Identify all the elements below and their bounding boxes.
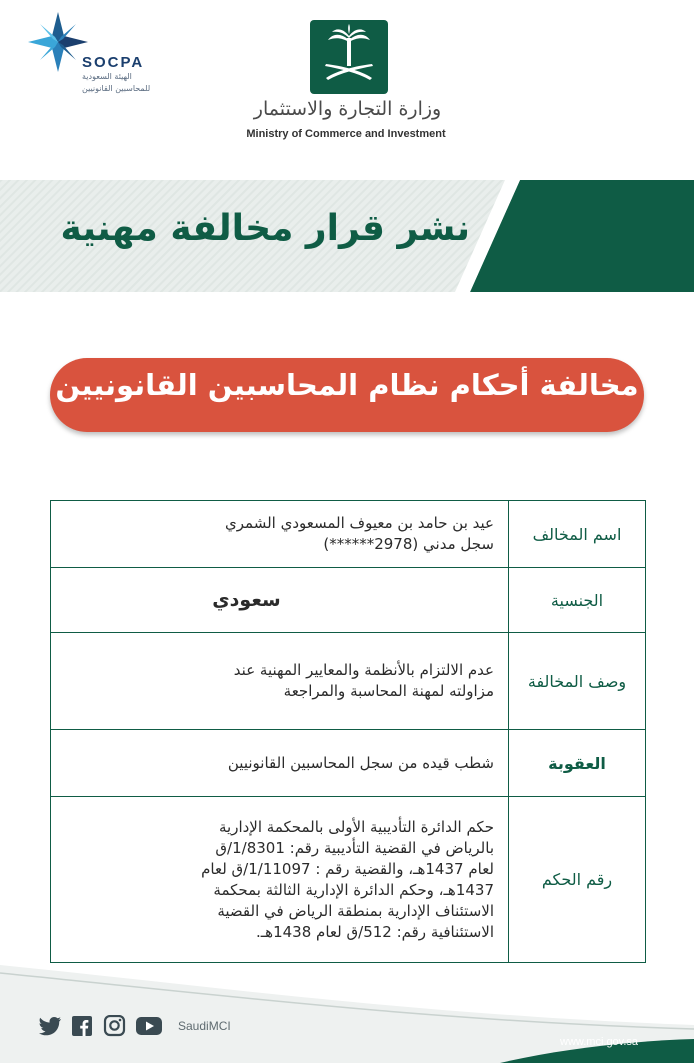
footer-curve [0,965,694,1063]
socpa-name: SOCPA [82,54,145,71]
twitter-icon[interactable] [38,1015,62,1037]
table-row [51,633,646,730]
row-label: الجنسية [509,568,646,633]
details-table [50,500,646,963]
table-row [51,797,646,963]
table-row [51,501,646,568]
violation-description-line: عدم الالتزام بالأنظمة والمعايير المهنية عند [233,661,494,679]
violation-type: مخالفة أحكام نظام المحاسبين القانونيين [55,368,639,402]
ministry-name-english: Ministry of Commerce and Investment [246,128,446,140]
ministry-emblem [310,20,388,94]
row-label: العقوبة [509,730,646,797]
socpa-arabic-line2: للمحاسبين القانونيين [82,84,151,93]
ruling-line: حكم الدائرة التأديبية الأولى بالمحكمة الإدارية [219,817,494,836]
social-links [38,1015,231,1037]
facebook-icon[interactable] [70,1015,94,1037]
row-label: اسم المخالف [509,501,646,568]
instagram-icon[interactable] [102,1015,126,1037]
row-label: وصف المخالفة [509,633,646,730]
row-label: رقم الحكم [509,797,646,963]
row-value [51,730,509,797]
socpa-arabic-line1: الهيئة السعودية [82,72,132,81]
ruling-line: الاستئنافية رقم: 512/ق لعام 1438هـ. [256,922,494,941]
table-row [51,730,646,797]
website-url[interactable]: www.mci.gov.sa [560,1036,639,1048]
ruling-line: 1437هـ، وحكم الدائرة الإدارية الثالثة بمحكمة [213,880,494,899]
violator-name: عيد بن حامد بن معيوف المسعودي الشمري [225,514,494,532]
row-value [51,501,509,568]
ruling-line: بالرياض في القضية التأديبية رقم: 1/8301/ق [215,838,494,857]
row-value [51,568,509,633]
ruling-line: لعام 1437هـ، والقضية رقم : 1/11097/ق لعام [201,859,494,878]
ruling-line: الاستئناف الإدارية بمنطقة الرياض في القضية [217,901,494,920]
table-row [51,568,646,633]
banner-title: نشر قرار مخالفة مهنية [60,208,470,249]
ministry-name-arabic: وزارة التجارة والاستثمار [253,98,442,120]
youtube-icon[interactable] [134,1015,164,1037]
civil-record: سجل مدني (2978******) [323,535,494,553]
row-value [51,633,509,730]
social-handle[interactable]: SaudiMCI [178,1019,231,1033]
violation-description-line: مزاولته لمهنة المحاسبة والمراجعة [283,682,494,700]
row-value [51,797,509,963]
nationality-value: سعودي [212,588,281,611]
penalty-value: شطب قيده من سجل المحاسبين القانونيين [227,753,494,772]
